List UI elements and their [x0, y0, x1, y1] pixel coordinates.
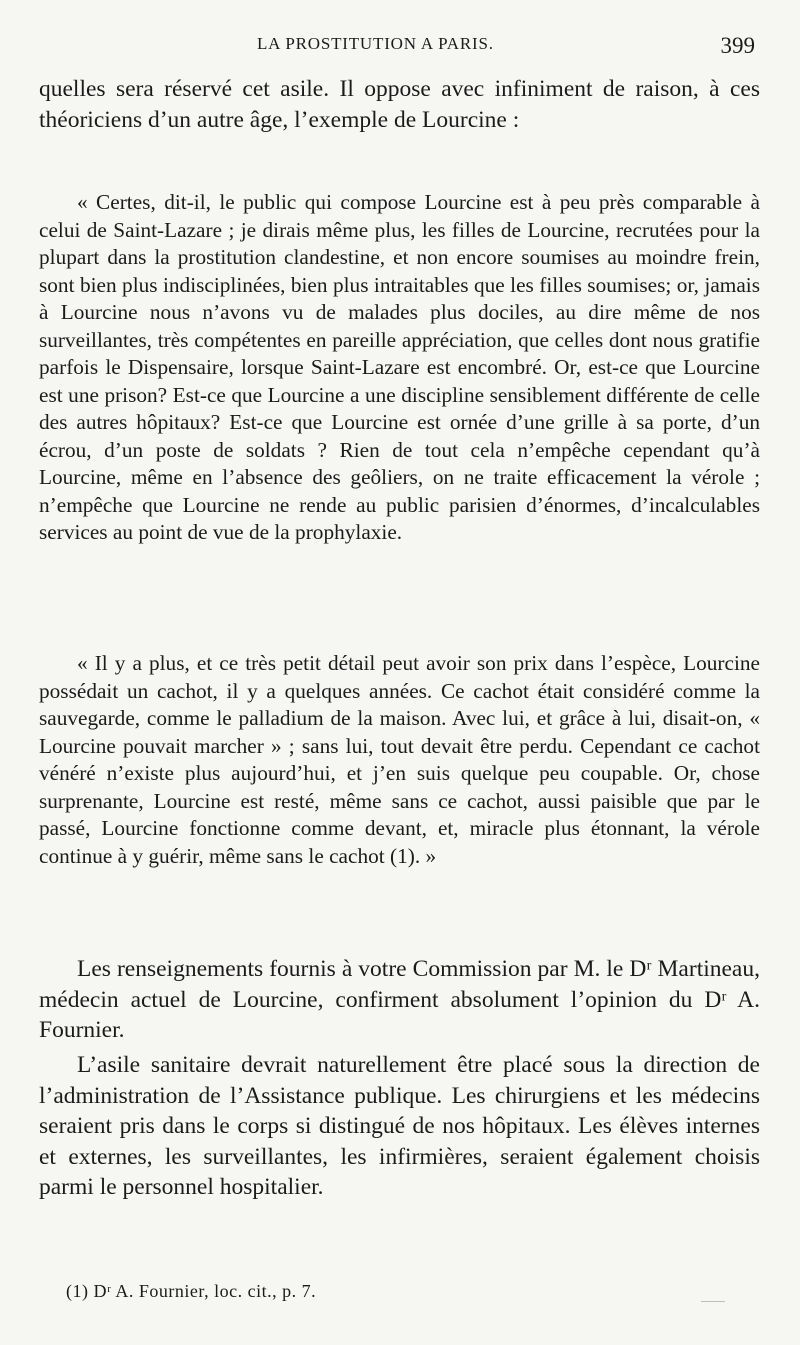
- paragraph-1-block: [39, 74, 760, 135]
- quote-paragraph-1: « Certes, dit-il, le public qui compose Lourcine est à peu près comparable à celui de Saint-Lazare ; je dirais même plus, les filles de Lourcine, recrutées pour la plupart dans la prostitution clandestine, et non encore soumises au moindre frein, sont bien plus indisciplinées, bien plus intraitables que les filles soumises; or, jamais à Lourcine nous n’avons vu de malades plus dociles, au dire même de nos surveillantes, très compétentes en pareille appréciation, que celles dont nous gratifie parfois le Dispensaire, lorsque Saint-Lazare est encombré. Or, est-ce que Lourcine est une prison? Est-ce que Lourcine a une discipline sensiblement différente de celle des autres hôpitaux? Est-ce que Lourcine est ornée d’une grille à sa porte, d’un écrou, d’un poste de soldats ? Rien de tout cela n’empêche cependant qu’à Lourcine, même en l’absence des geôliers, on ne traite efficacement la vérole ; n’empêche que Lourcine ne rende au public parisien d’énormes, d’incalculables services au point de vue de la prophylaxie.: [39, 190, 760, 544]
- footnote-text: Dʳ A. Fournier, loc. cit., p. 7.: [93, 1281, 317, 1301]
- paragraph-4: Les renseignements fournis à votre Commission par M. le Dʳ Martineau, médecin actuel de Lourcine, confirment absolument l’opinion du Dʳ A. Fournier.: [39, 956, 760, 1043]
- quote-paragraph-2: « Il y a plus, et ce très petit détail peut avoir son prix dans l’espèce, Lourcine possédait un cachot, il y a quelques années. Ce cachot était considéré comme la sauvegarde, comme le palladium de la maison. Avec lui, et grâce à lui, disait-on, « Lourcine pouvait marcher » ; sans lui, tout devait être perdu. Cependant ce cachot vénéré n’existe plus aujourd’hui, et j’en suis quelque peu coupable. Or, chose surprenante, Lourcine est resté, même sans ce cachot, aussi paisible que par le passé, Lourcine fonctionne comme devant, et, miracle plus étonnant, la vérole continue à y guérir, même sans le cachot (1). »: [39, 651, 760, 868]
- footnote-rule: [701, 1301, 725, 1302]
- footnote-marker: (1): [66, 1281, 89, 1301]
- paragraph-1: quelles sera réservé cet asile. Il oppose avec infiniment de raison, à ces théoriciens d’un autre âge, l’exemple de Lourcine :: [39, 76, 760, 133]
- quote-block-1: [39, 189, 760, 547]
- running-title: LA PROSTITUTION A PARIS.: [257, 34, 494, 53]
- footnote: [66, 1281, 316, 1302]
- quote-block-2: [39, 650, 760, 870]
- page-header: [0, 34, 800, 62]
- paragraph-4-block: [39, 954, 760, 1046]
- page-number: 399: [720, 33, 755, 58]
- paragraph-5-block: [39, 1050, 760, 1203]
- paragraph-5: L’asile sanitaire devrait naturellement être placé sous la direction de l’administration de l’Assistance publique. Les chirurgiens et les médecins seraient pris dans le corps si distingué de nos hôpitaux. Les élèves internes et externes, les surveillantes, les infirmières, seraient également choisis parmi le personnel hospitalier.: [39, 1052, 760, 1200]
